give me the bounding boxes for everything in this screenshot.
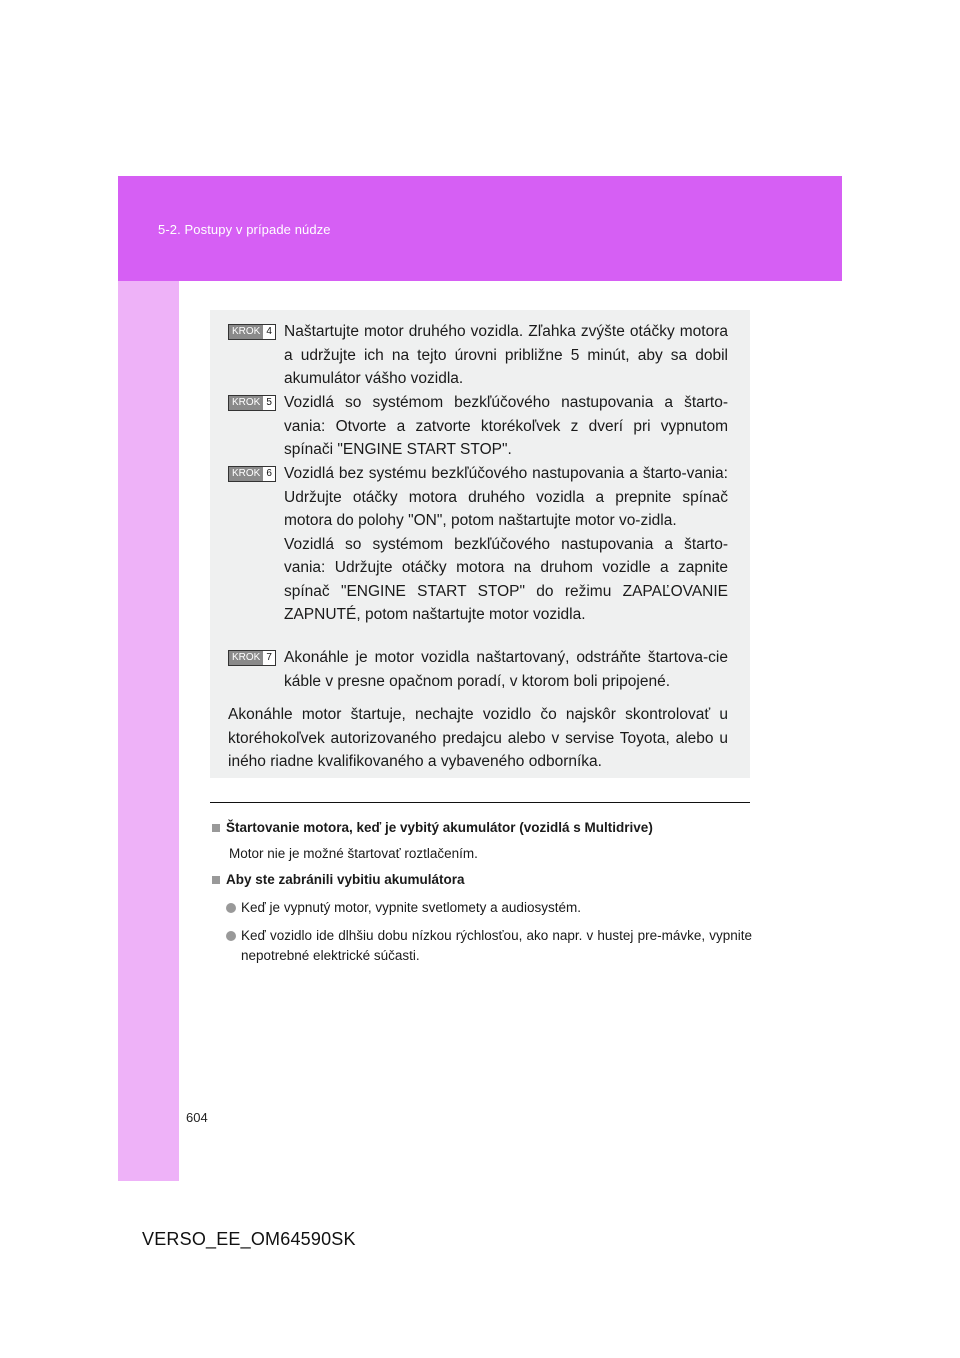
step-text: Akonáhle je motor vozidla naštartovaný, odstráňte štartova-cie káble v presne opačnom poradí, v ktorom boli pripojené. [284,649,728,690]
note-title-text: Aby ste zabránili vybitiu akumulátora [226,872,465,887]
notes [212,818,752,966]
step-keyword: KROK [229,396,263,410]
document-code: VERSO_EE_OM64590SK [142,1229,356,1249]
step-keyword: KROK [229,651,263,665]
list-item-text: Keď je vypnutý motor, vypnite svetlomety a audiosystém. [241,900,581,915]
circle-bullet-icon [226,903,236,913]
step-keyword: KROK [229,467,263,481]
note-title [212,870,752,890]
list-item [226,926,752,966]
step-keyword: KROK [229,325,263,339]
list-item [226,898,752,918]
steps-box [210,310,750,778]
step-number: 5 [266,397,272,408]
step-4 [228,320,728,391]
closing-paragraph: Akonáhle motor štartuje, nechajte vozidlo čo najskôr skontrolovať u ktoréhokoľvek autorizovaného predajcu alebo v servise Toyota, alebo u iného riadne kvalifikovaného a vybaveného odborníka. [228,706,728,770]
side-band [118,281,179,1181]
step-number: 6 [266,468,272,479]
square-bullet-icon [212,824,220,832]
circle-bullet-icon [226,931,236,941]
step-badge [228,395,276,411]
step-badge [228,650,276,666]
step-text: Naštartujte motor druhého vozidla. Zľahka zvýšte otáčky motora a udržujte ich na tejto úrovni približne 5 minút, aby sa dobil akumulátor vášho vozidla. [284,323,728,387]
step-number: 4 [266,326,272,337]
square-bullet-icon [212,876,220,884]
step-text: Vozidlá so systémom bezkľúčového nastupovania a štarto-vania: Otvorte a zatvorte ktorékoľvek z dverí pri vypnutom spínači "ENGINE START STOP". [284,394,728,458]
divider [210,802,750,803]
list-item-text: Keď vozidlo ide dlhšiu dobu nízkou rýchlosťou, ako napr. v hustej pre-mávke, vypnite nepotrebné elektrické súčasti. [241,928,752,963]
step-badge [228,466,276,482]
step-5 [228,391,728,462]
step-badge [228,324,276,340]
note-title [212,818,752,838]
note-body: Motor nie je možné štartovať roztlačením. [229,846,478,861]
step-number: 7 [266,652,272,663]
step-7 [228,646,728,693]
step-text: Vozidlá bez systému bezkľúčového nastupovania a štarto-vania: Udržujte otáčky motora druhého vozidla a prepnite spínač motora do polohy "ON", potom naštartujte motor vo-zidla. Vozidlá so systémom bezkľúčového nastupovania a štarto-vania: Udržujte otáčky motora na druhom vozidle a zapnite spínač "ENGINE START STOP" do režimu ZAPAĽOVANIE ZAPNUTÉ, potom naštartujte motor vozidla. [284,465,728,623]
page-number: 604 [186,1110,208,1125]
step-6 [228,462,728,627]
section-label: 5-2. Postupy v prípade núdze [158,222,331,237]
note-title-text: Štartovanie motora, keď je vybitý akumulátor (vozidlá s Multidrive) [226,820,653,835]
